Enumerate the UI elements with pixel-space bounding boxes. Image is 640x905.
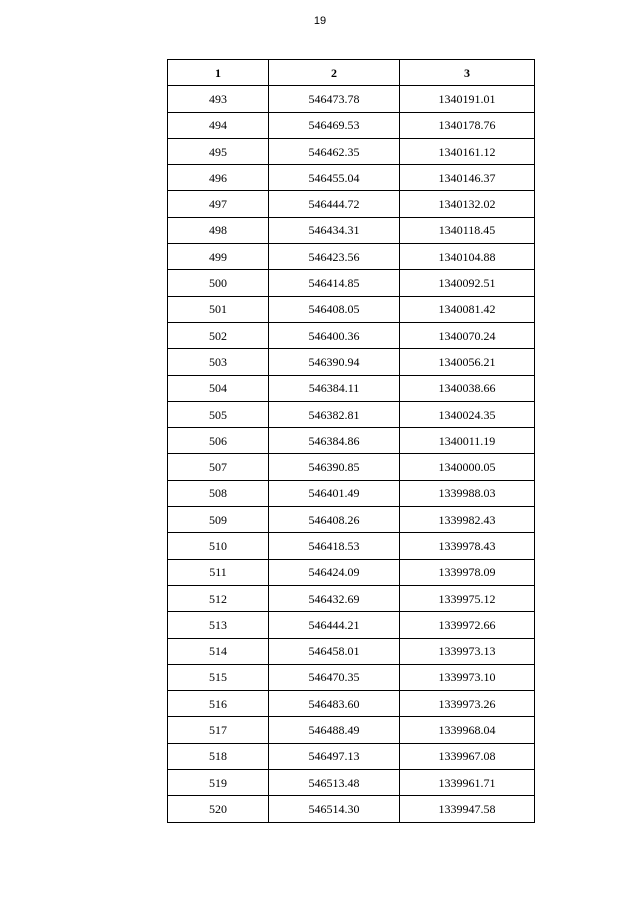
y-coordinate-cell: 1340132.02 bbox=[400, 191, 535, 217]
table-row bbox=[168, 770, 535, 796]
y-coordinate-cell: 1339967.08 bbox=[400, 743, 535, 769]
x-coordinate-cell: 546444.72 bbox=[269, 191, 400, 217]
point-number-cell: 504 bbox=[168, 375, 269, 401]
table-row bbox=[168, 401, 535, 427]
table-row bbox=[168, 296, 535, 322]
table-row bbox=[168, 375, 535, 401]
table-row bbox=[168, 322, 535, 348]
table-row bbox=[168, 717, 535, 743]
point-number-cell: 496 bbox=[168, 165, 269, 191]
table-row bbox=[168, 244, 535, 270]
y-coordinate-cell: 1340092.51 bbox=[400, 270, 535, 296]
y-coordinate-cell: 1340146.37 bbox=[400, 165, 535, 191]
x-coordinate-cell: 546408.26 bbox=[269, 507, 400, 533]
x-coordinate-cell: 546424.09 bbox=[269, 559, 400, 585]
x-coordinate-cell: 546384.86 bbox=[269, 428, 400, 454]
x-coordinate-cell: 546513.48 bbox=[269, 770, 400, 796]
x-coordinate-cell: 546497.13 bbox=[269, 743, 400, 769]
y-coordinate-cell: 1340000.05 bbox=[400, 454, 535, 480]
x-coordinate-cell: 546408.05 bbox=[269, 296, 400, 322]
table-row bbox=[168, 638, 535, 664]
x-coordinate-cell: 546462.35 bbox=[269, 138, 400, 164]
table-row bbox=[168, 349, 535, 375]
point-number-cell: 498 bbox=[168, 217, 269, 243]
y-coordinate-cell: 1340081.42 bbox=[400, 296, 535, 322]
point-number-cell: 494 bbox=[168, 112, 269, 138]
column-header-3: 3 bbox=[400, 60, 535, 86]
y-coordinate-cell: 1339973.13 bbox=[400, 638, 535, 664]
x-coordinate-cell: 546444.21 bbox=[269, 612, 400, 638]
table-body bbox=[168, 86, 535, 822]
table-row bbox=[168, 165, 535, 191]
x-coordinate-cell: 546400.36 bbox=[269, 322, 400, 348]
table-row bbox=[168, 533, 535, 559]
x-coordinate-cell: 546382.81 bbox=[269, 401, 400, 427]
point-number-cell: 511 bbox=[168, 559, 269, 585]
point-number-cell: 510 bbox=[168, 533, 269, 559]
y-coordinate-cell: 1340070.24 bbox=[400, 322, 535, 348]
x-coordinate-cell: 546473.78 bbox=[269, 86, 400, 112]
table-row bbox=[168, 559, 535, 585]
x-coordinate-cell: 546488.49 bbox=[269, 717, 400, 743]
page-number: 19 bbox=[313, 15, 327, 27]
y-coordinate-cell: 1340118.45 bbox=[400, 217, 535, 243]
x-coordinate-cell: 546384.11 bbox=[269, 375, 400, 401]
table-row bbox=[168, 691, 535, 717]
table-header bbox=[168, 60, 535, 86]
table-row bbox=[168, 191, 535, 217]
y-coordinate-cell: 1340038.66 bbox=[400, 375, 535, 401]
point-number-cell: 515 bbox=[168, 664, 269, 690]
point-number-cell: 506 bbox=[168, 428, 269, 454]
x-coordinate-cell: 546414.85 bbox=[269, 270, 400, 296]
point-number-cell: 520 bbox=[168, 796, 269, 822]
column-header-1: 1 bbox=[168, 60, 269, 86]
table-row bbox=[168, 270, 535, 296]
table-row bbox=[168, 454, 535, 480]
x-coordinate-cell: 546483.60 bbox=[269, 691, 400, 717]
table-row bbox=[168, 112, 535, 138]
table-row bbox=[168, 217, 535, 243]
point-number-cell: 499 bbox=[168, 244, 269, 270]
coordinates-table bbox=[167, 59, 535, 823]
y-coordinate-cell: 1340191.01 bbox=[400, 86, 535, 112]
y-coordinate-cell: 1339961.71 bbox=[400, 770, 535, 796]
table-row bbox=[168, 86, 535, 112]
point-number-cell: 514 bbox=[168, 638, 269, 664]
x-coordinate-cell: 546401.49 bbox=[269, 480, 400, 506]
y-coordinate-cell: 1339973.26 bbox=[400, 691, 535, 717]
y-coordinate-cell: 1339973.10 bbox=[400, 664, 535, 690]
point-number-cell: 503 bbox=[168, 349, 269, 375]
y-coordinate-cell: 1339978.43 bbox=[400, 533, 535, 559]
point-number-cell: 495 bbox=[168, 138, 269, 164]
point-number-cell: 508 bbox=[168, 480, 269, 506]
point-number-cell: 517 bbox=[168, 717, 269, 743]
table-row bbox=[168, 585, 535, 611]
x-coordinate-cell: 546390.85 bbox=[269, 454, 400, 480]
y-coordinate-cell: 1340104.88 bbox=[400, 244, 535, 270]
y-coordinate-cell: 1340178.76 bbox=[400, 112, 535, 138]
x-coordinate-cell: 546423.56 bbox=[269, 244, 400, 270]
y-coordinate-cell: 1339972.66 bbox=[400, 612, 535, 638]
y-coordinate-cell: 1339968.04 bbox=[400, 717, 535, 743]
y-coordinate-cell: 1339982.43 bbox=[400, 507, 535, 533]
y-coordinate-cell: 1340011.19 bbox=[400, 428, 535, 454]
table-row bbox=[168, 138, 535, 164]
point-number-cell: 513 bbox=[168, 612, 269, 638]
x-coordinate-cell: 546470.35 bbox=[269, 664, 400, 690]
column-header-2: 2 bbox=[269, 60, 400, 86]
x-coordinate-cell: 546455.04 bbox=[269, 165, 400, 191]
point-number-cell: 516 bbox=[168, 691, 269, 717]
x-coordinate-cell: 546469.53 bbox=[269, 112, 400, 138]
y-coordinate-cell: 1339988.03 bbox=[400, 480, 535, 506]
header-row bbox=[168, 60, 535, 86]
point-number-cell: 519 bbox=[168, 770, 269, 796]
x-coordinate-cell: 546514.30 bbox=[269, 796, 400, 822]
y-coordinate-cell: 1339947.58 bbox=[400, 796, 535, 822]
table-row bbox=[168, 428, 535, 454]
x-coordinate-cell: 546418.53 bbox=[269, 533, 400, 559]
y-coordinate-cell: 1339975.12 bbox=[400, 585, 535, 611]
y-coordinate-cell: 1340161.12 bbox=[400, 138, 535, 164]
table-row bbox=[168, 480, 535, 506]
x-coordinate-cell: 546434.31 bbox=[269, 217, 400, 243]
point-number-cell: 502 bbox=[168, 322, 269, 348]
table-row bbox=[168, 507, 535, 533]
point-number-cell: 497 bbox=[168, 191, 269, 217]
point-number-cell: 505 bbox=[168, 401, 269, 427]
y-coordinate-cell: 1340024.35 bbox=[400, 401, 535, 427]
table-row bbox=[168, 664, 535, 690]
table-row bbox=[168, 743, 535, 769]
table-row bbox=[168, 612, 535, 638]
table-row bbox=[168, 796, 535, 822]
point-number-cell: 509 bbox=[168, 507, 269, 533]
point-number-cell: 512 bbox=[168, 585, 269, 611]
point-number-cell: 493 bbox=[168, 86, 269, 112]
point-number-cell: 518 bbox=[168, 743, 269, 769]
x-coordinate-cell: 546390.94 bbox=[269, 349, 400, 375]
point-number-cell: 507 bbox=[168, 454, 269, 480]
y-coordinate-cell: 1339978.09 bbox=[400, 559, 535, 585]
point-number-cell: 501 bbox=[168, 296, 269, 322]
y-coordinate-cell: 1340056.21 bbox=[400, 349, 535, 375]
x-coordinate-cell: 546432.69 bbox=[269, 585, 400, 611]
point-number-cell: 500 bbox=[168, 270, 269, 296]
x-coordinate-cell: 546458.01 bbox=[269, 638, 400, 664]
